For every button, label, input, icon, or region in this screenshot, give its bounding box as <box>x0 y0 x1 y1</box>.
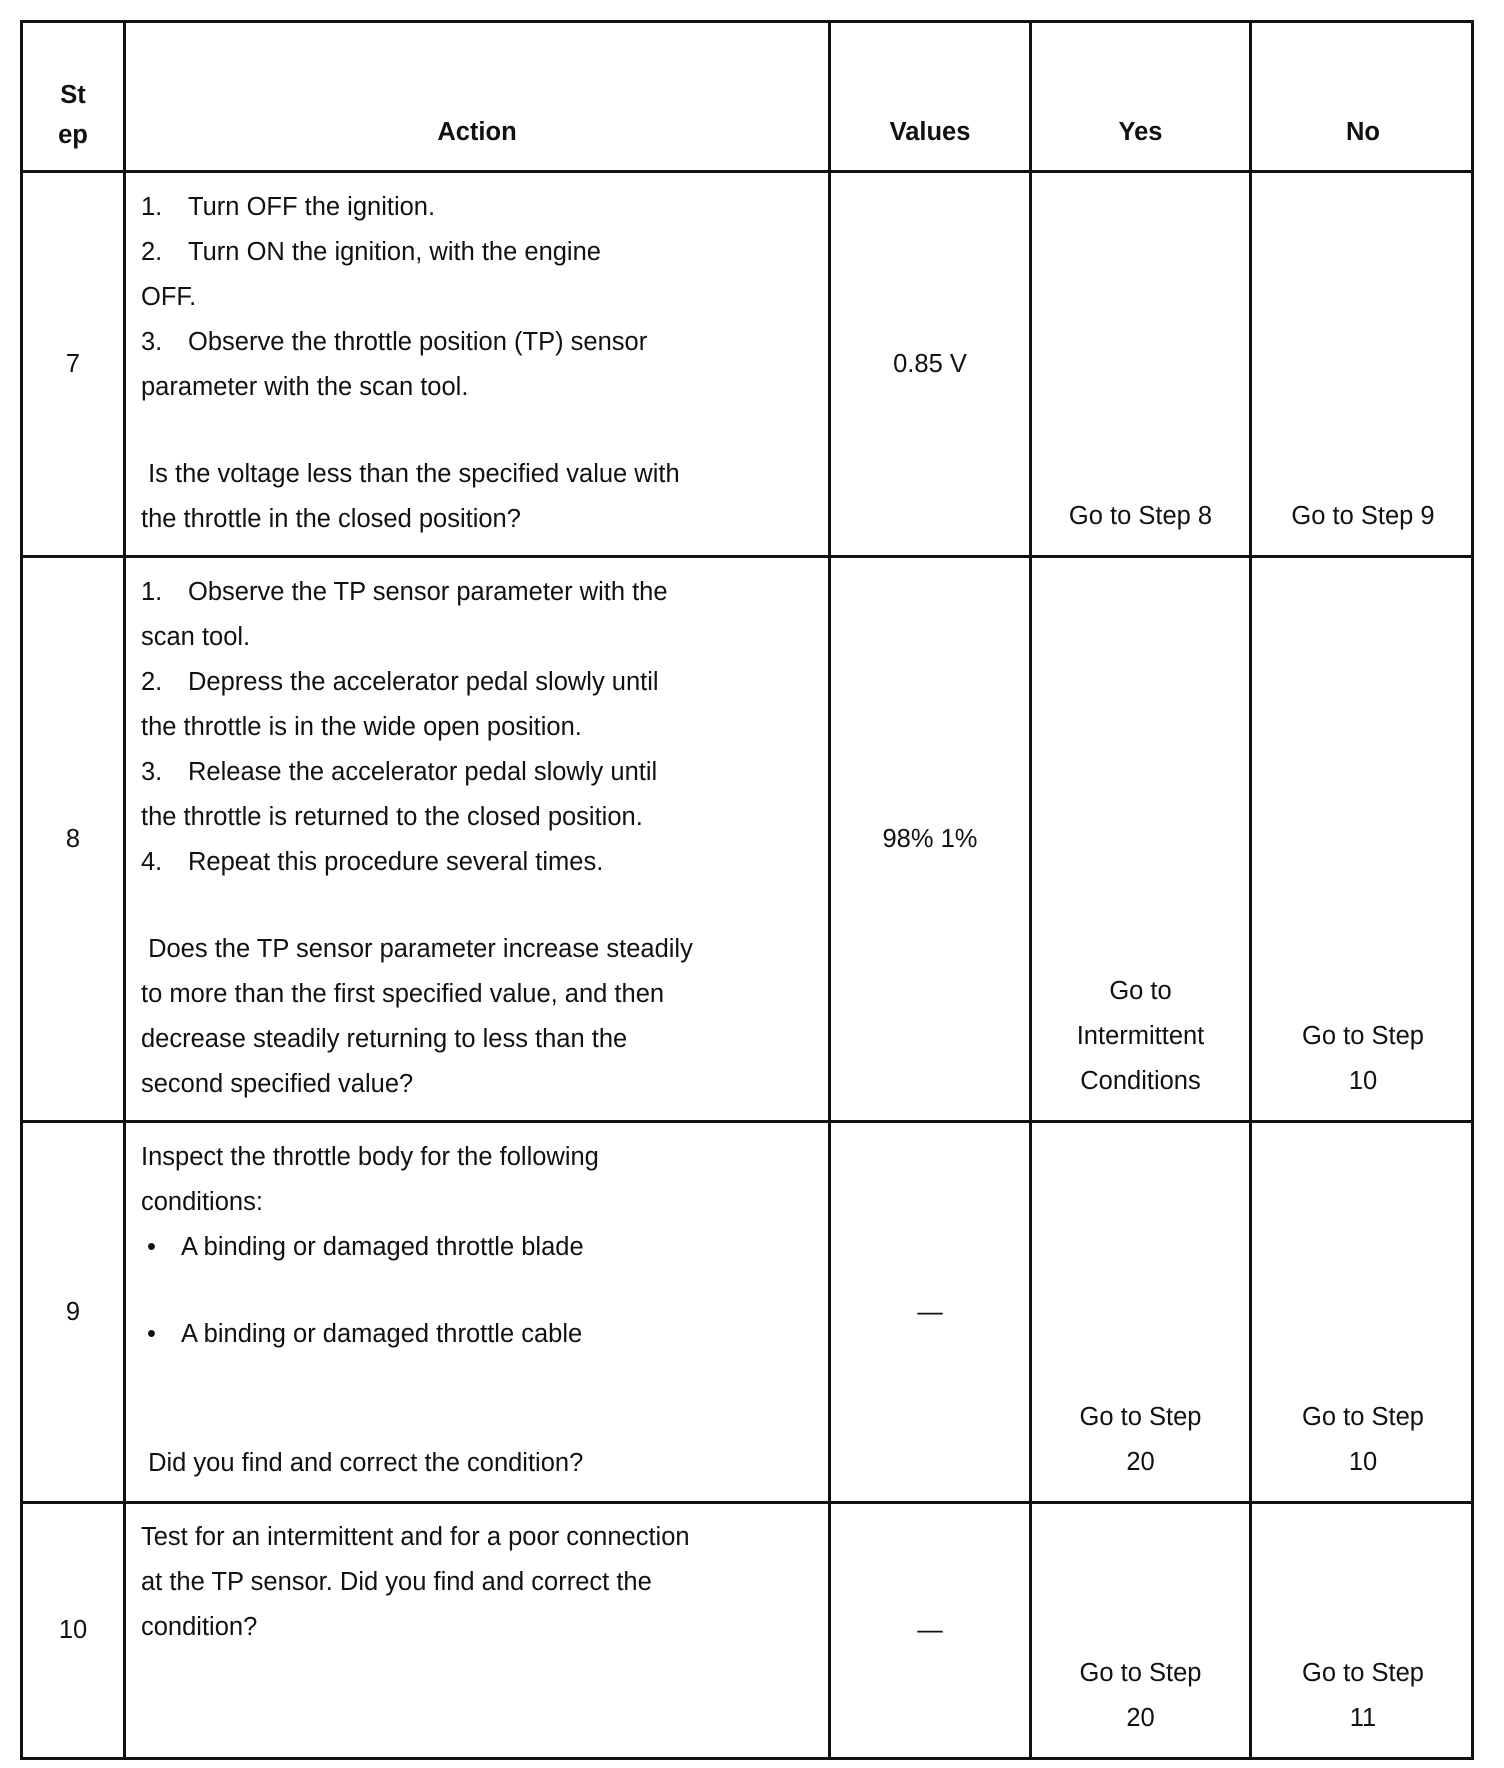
no-link-label: 10 <box>1348 1448 1378 1476</box>
no-link[interactable] <box>1252 1504 1474 1757</box>
step-index: 1. <box>141 193 163 221</box>
value-text: 98% 1% <box>882 824 978 853</box>
header-no: No <box>1346 118 1380 146</box>
header-step <box>23 23 123 170</box>
question-line: the throttle in the closed position? <box>141 505 521 533</box>
yes-link-label: Intermittent <box>1076 1022 1205 1050</box>
yes-link-label: Go to Step 8 <box>1068 502 1213 530</box>
header-yes: Yes <box>1118 118 1163 146</box>
action-text <box>141 1135 821 1486</box>
action-line: Inspect the throttle body for the following <box>141 1143 599 1171</box>
no-link-label: 11 <box>1349 1704 1377 1732</box>
action-text <box>141 1515 821 1650</box>
header-step-line1: St <box>60 81 86 109</box>
step-index: 3. <box>141 758 163 786</box>
action-line: scan tool. <box>141 623 251 651</box>
action-line: conditions: <box>141 1188 263 1216</box>
no-link-label: 10 <box>1348 1067 1378 1095</box>
bullet-icon: • <box>147 1320 156 1348</box>
action-line: 3. Observe the throttle position (TP) sensor <box>141 320 821 365</box>
action-line: condition? <box>141 1613 258 1641</box>
question-line: second specified value? <box>141 1070 414 1098</box>
yes-link-label: 20 <box>1126 1448 1155 1476</box>
step-index: 2. <box>141 668 163 696</box>
step-index: 4. <box>141 848 163 876</box>
yes-link[interactable] <box>1032 1123 1249 1501</box>
header-step-line2: ep <box>58 121 88 149</box>
step-number: 9 <box>65 1297 81 1326</box>
question-line: Is the voltage less than the specified value with <box>141 460 680 488</box>
question-line: Does the TP sensor parameter increase steadily <box>141 935 693 963</box>
action-line: the throttle is in the wide open position. <box>141 713 582 741</box>
yes-link-label: Conditions <box>1080 1067 1201 1095</box>
value-text: — <box>917 1297 943 1326</box>
action-text <box>141 185 821 542</box>
value-text: 0.85 V <box>893 349 967 378</box>
action-line: 3. Release the accelerator pedal slowly until <box>141 750 821 795</box>
action-line: at the TP sensor. Did you find and correct the <box>141 1568 652 1596</box>
bullet-item: • A binding or damaged throttle cable <box>141 1312 821 1357</box>
yes-link[interactable] <box>1032 173 1249 555</box>
step-number: 7 <box>65 349 81 378</box>
yes-link-label: Go to Step <box>1079 1659 1202 1687</box>
action-line: 1. Turn OFF the ignition. <box>141 185 821 230</box>
step-index: 3. <box>141 328 163 356</box>
no-link-label: Go to Step <box>1302 1659 1424 1687</box>
action-line: 2. Turn ON the ignition, with the engine <box>141 230 821 275</box>
column-divider <box>123 23 126 1757</box>
action-line: 1. Observe the TP sensor parameter with the <box>141 570 821 615</box>
step-number: 10 <box>58 1616 88 1644</box>
action-text <box>141 570 821 1107</box>
header-values: Values <box>889 118 971 146</box>
action-line: the throttle is returned to the closed position. <box>141 803 643 831</box>
action-line: Test for an intermittent and for a poor connection <box>141 1523 690 1551</box>
question-line: decrease steadily returning to less than the <box>141 1025 628 1053</box>
bullet-icon: • <box>147 1233 156 1261</box>
yes-link-label: 20 <box>1126 1704 1155 1732</box>
yes-link[interactable] <box>1032 558 1249 1120</box>
step-index: 1. <box>141 578 163 606</box>
question-line: to more than the first specified value, and then <box>141 980 665 1008</box>
action-line: 4. Repeat this procedure several times. <box>141 840 821 885</box>
step-number: 8 <box>65 824 81 853</box>
action-line: parameter with the scan tool. <box>141 373 469 401</box>
no-link-label: Go to Step 9 <box>1291 502 1435 530</box>
action-line: OFF. <box>141 283 197 311</box>
no-link-label: Go to Step <box>1302 1022 1424 1050</box>
no-link-label: Go to Step <box>1302 1403 1424 1431</box>
value-text: — <box>917 1616 943 1644</box>
question-line: Did you find and correct the condition? <box>141 1449 584 1477</box>
no-link[interactable] <box>1252 1123 1474 1501</box>
bullet-item: • A binding or damaged throttle blade <box>141 1225 821 1270</box>
no-link[interactable] <box>1252 558 1474 1120</box>
yes-link[interactable] <box>1032 1504 1249 1757</box>
action-line: 2. Depress the accelerator pedal slowly until <box>141 660 821 705</box>
step-index: 2. <box>141 238 163 266</box>
header-action: Action <box>437 118 517 146</box>
yes-link-label: Go to Step <box>1079 1403 1202 1431</box>
no-link[interactable] <box>1252 173 1474 555</box>
yes-link-label: Go to <box>1109 977 1172 1005</box>
